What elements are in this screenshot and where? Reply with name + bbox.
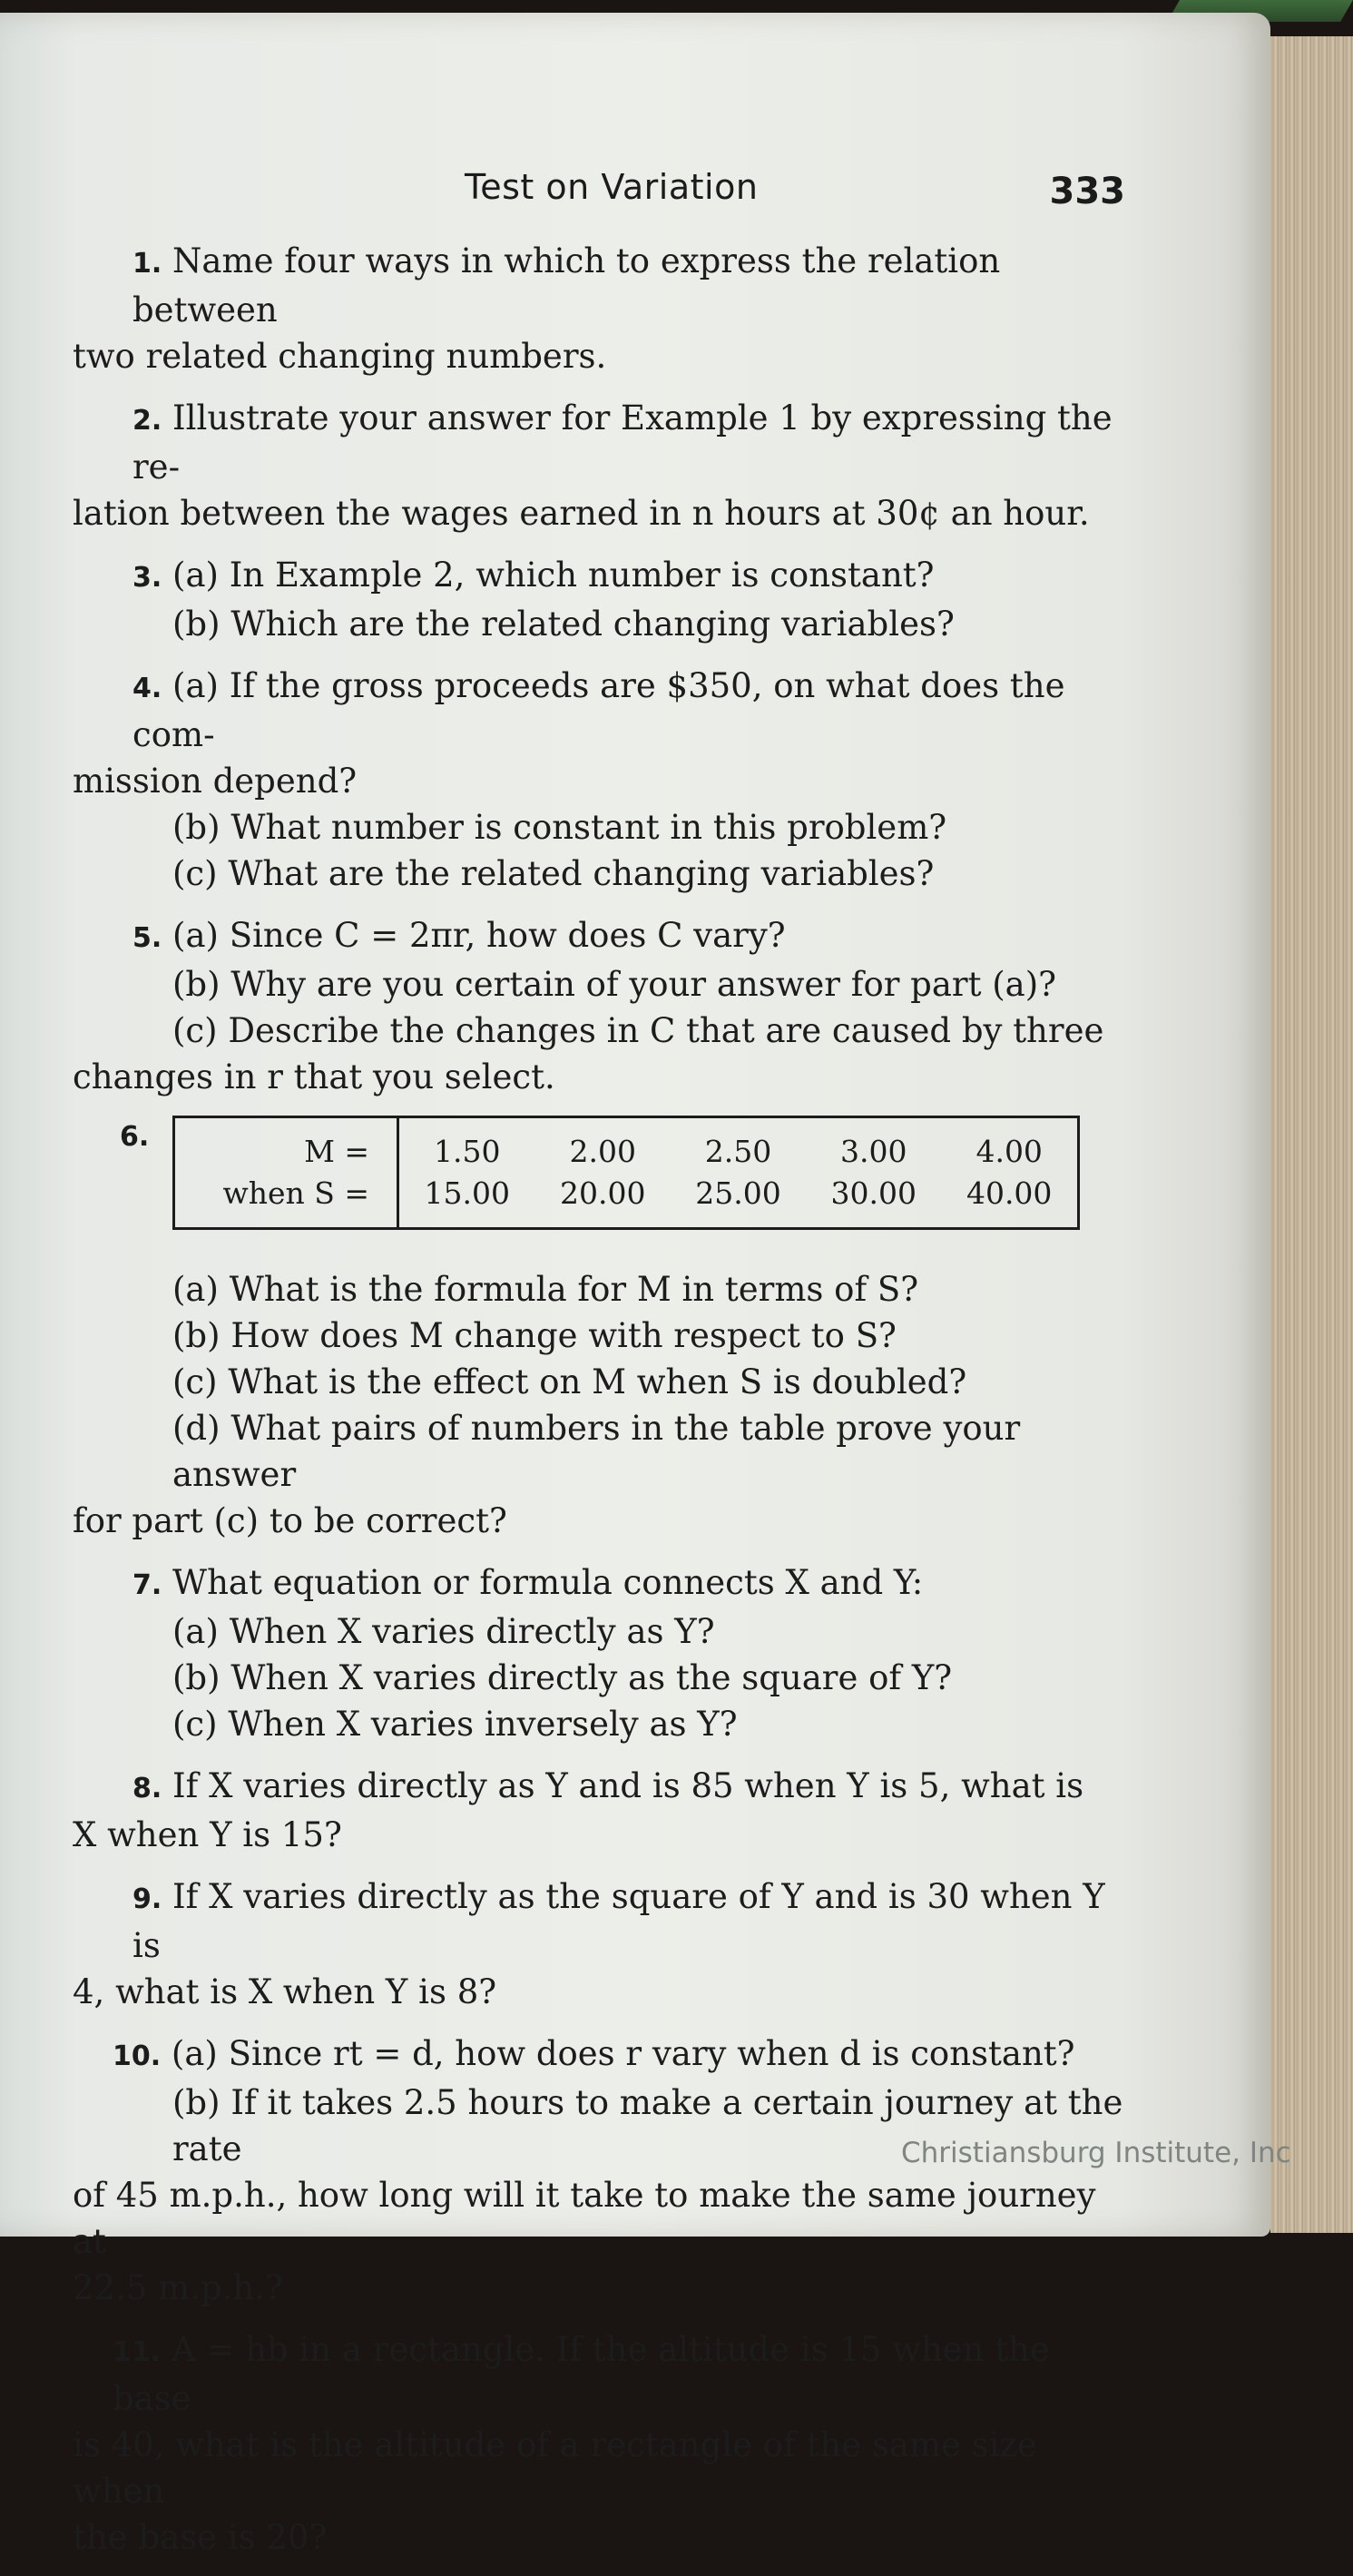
table-cell: 2.00 (569, 1134, 636, 1169)
question-number: 2. (132, 405, 162, 437)
question-5 (73, 912, 1125, 1100)
question-text: If X varies directly as Y and is 85 when Y is 5, what is (172, 1766, 1084, 1805)
question-number: 7. (132, 1569, 162, 1601)
question-text: two related changing numbers. (73, 337, 607, 376)
question-part: (c) Describe the changes in C that are caused by three (172, 1011, 1104, 1050)
question-text: for part (c) to be correct? (73, 1501, 507, 1540)
question-3 (73, 552, 1125, 647)
question-number: 3. (132, 562, 162, 594)
question-number: 9. (132, 1883, 162, 1915)
question-part: (b) What number is constant in this problem? (172, 808, 947, 847)
question-number: 8. (132, 1773, 162, 1804)
question-part: (a) Since C = 2πr, how does C vary? (172, 916, 786, 955)
question-4 (73, 663, 1125, 897)
table-cell: 20.00 (559, 1175, 646, 1211)
question-number: 11. (113, 2336, 162, 2368)
question-text: lation between the wages earned in n hours at 30¢ an hour. (73, 494, 1090, 533)
question-part: (a) When X varies directly as Y? (172, 1612, 715, 1651)
question-6 (73, 1266, 1125, 1544)
question-1 (73, 238, 1125, 379)
question-part: (a) What is the formula for M in terms of S? (172, 1270, 919, 1309)
question-text: Illustrate your answer for Example 1 by expressing the re- (132, 398, 1113, 487)
question-text: is 40, what is the altitude of a rectangle of the same size when (73, 2425, 1037, 2511)
page-header (0, 167, 1125, 221)
question-number: 1. (132, 248, 162, 280)
question-text: (a) If the gross proceeds are $350, on what does the com- (132, 666, 1065, 754)
question-text: changes in r that you select. (73, 1057, 555, 1096)
question-text: What equation or formula connects X and Y: (172, 1563, 924, 1602)
question-part: (a) In Example 2, which number is constant? (172, 556, 935, 595)
question-10 (73, 2030, 1125, 2311)
question-6-table-block (73, 1116, 1125, 1243)
question-part: (b) When X varies directly as the square of Y? (172, 1658, 953, 1697)
question-text: mission depend? (73, 762, 358, 801)
page-title: Test on Variation (465, 167, 759, 207)
table-cell: 30.00 (830, 1175, 917, 1211)
question-part: (b) Which are the related changing variables? (172, 605, 955, 644)
question-part: (c) When X varies inversely as Y? (172, 1705, 738, 1744)
question-text: the base is 20? (73, 2518, 328, 2557)
watermark: Christiansburg Institute, Inc (901, 2137, 1291, 2169)
table-cell: 15.00 (424, 1175, 511, 1211)
table-row (174, 1117, 1079, 1174)
table-row-label: when S = (174, 1173, 398, 1229)
question-text: X when Y is 15? (73, 1815, 342, 1854)
question-text: A = hb in a rectangle. If the altitude is 15 when the base (113, 2330, 1050, 2418)
question-text: Name four ways in which to express the relation between (132, 241, 1001, 329)
book-page (0, 13, 1270, 2557)
question-part: (d) What pairs of numbers in the table prove your answer (172, 1409, 1021, 1494)
table-cell: 1.50 (434, 1134, 501, 1169)
table-cell: 40.00 (966, 1175, 1053, 1211)
page-number: 333 (1049, 171, 1125, 212)
table-row-label: M = (174, 1117, 398, 1174)
question-11 (73, 2326, 1125, 2561)
question-part: (c) What are the related changing variables? (172, 854, 935, 893)
table-cell: 4.00 (976, 1134, 1043, 1169)
question-number: 6. (120, 1121, 150, 1153)
question-number: 10. (113, 2040, 162, 2072)
question-9 (73, 1873, 1125, 2015)
question-part: (b) How does M change with respect to S? (172, 1316, 897, 1355)
question-part: (a) Since rt = d, how does r vary when d is constant? (171, 2034, 1075, 2073)
question-text: 22.5 m.p.h.? (73, 2268, 283, 2307)
question-list (73, 238, 1125, 2576)
question-part: (b) Why are you certain of your answer for part (a)? (172, 965, 1056, 1004)
table-row (174, 1173, 1079, 1229)
question-2 (73, 395, 1125, 536)
question-number: 4. (132, 673, 162, 704)
question-8 (73, 1763, 1125, 1858)
question-text: If X varies directly as the square of Y and is 30 when Y is (132, 1877, 1105, 1965)
question-part: (c) What is the effect on M when S is doubled? (172, 1362, 967, 1401)
table-cell: 2.50 (704, 1134, 772, 1169)
table-cell: 25.00 (695, 1175, 781, 1211)
table-cell: 3.00 (840, 1134, 907, 1169)
question-7 (73, 1559, 1125, 1747)
question-text: of 45 m.p.h., how long will it take to make the same journey at (73, 2176, 1096, 2261)
question-part: (b) If it takes 2.5 hours to make a certain journey at the rate (172, 2083, 1123, 2168)
question-text: 4, what is X when Y is 8? (73, 1972, 497, 2011)
page-stack-edge (1270, 36, 1353, 2233)
variation-table (172, 1116, 1080, 1230)
question-number: 5. (132, 922, 162, 954)
